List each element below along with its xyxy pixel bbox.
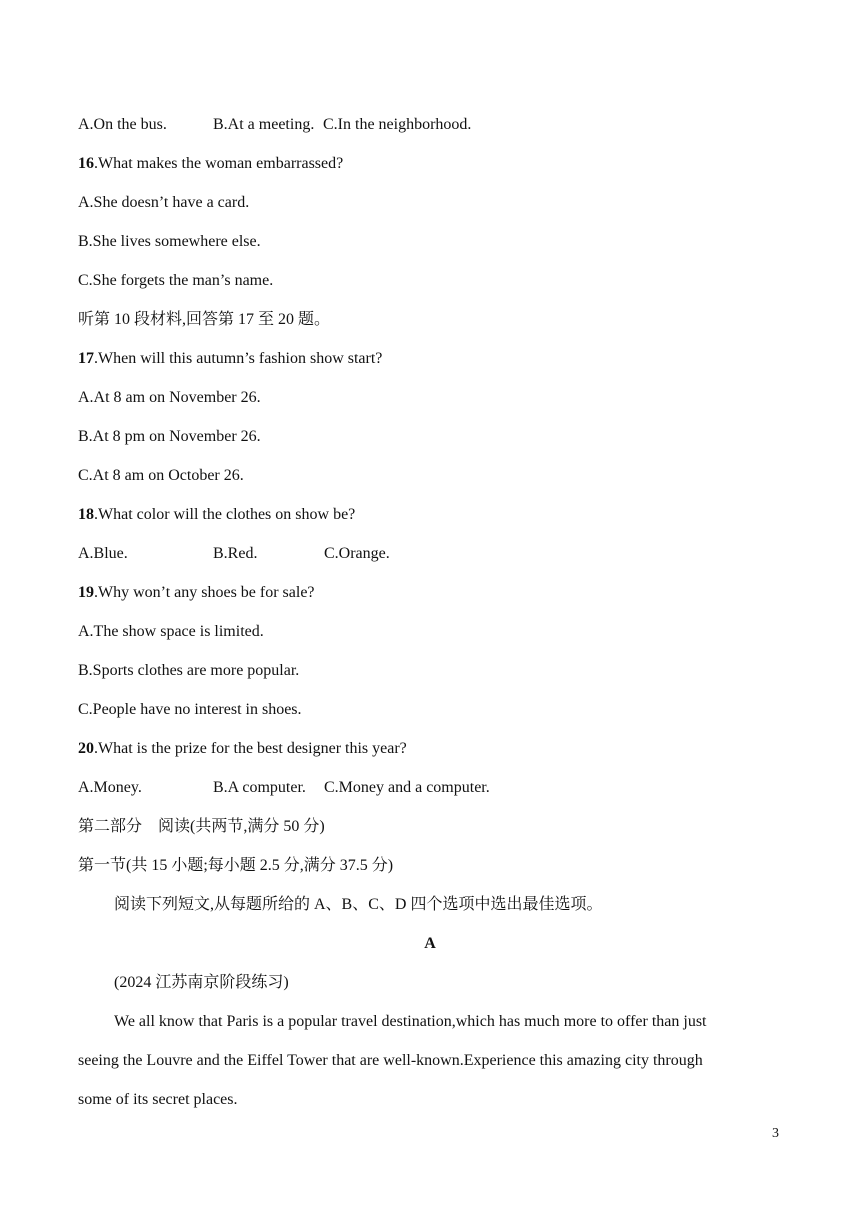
q18-option-a: A.Blue.: [78, 545, 128, 562]
q15-option-b: B.At a meeting.: [213, 116, 315, 133]
q17-option-b: B.At 8 pm on November 26.: [78, 428, 261, 445]
q19-number: 19: [78, 584, 94, 601]
section-10-instruction: 听第 10 段材料,回答第 17 至 20 题。: [78, 311, 331, 328]
q19-text: .Why won’t any shoes be for sale?: [94, 584, 315, 601]
q20-question: [78, 738, 407, 760]
q20-option-b: B.A computer.: [213, 779, 306, 796]
q16-option-a: A.She doesn’t have a card.: [78, 194, 250, 211]
page-number: 3: [772, 1126, 779, 1141]
q17-question: [78, 348, 382, 370]
q16-text: .What makes the woman embarrassed?: [94, 155, 344, 172]
q17-number: 17: [78, 350, 94, 367]
q15-option-a: A.On the bus.: [78, 116, 167, 133]
passage-label: A: [424, 935, 436, 952]
q20-number: 20: [78, 740, 94, 757]
q19-option-a: A.The show space is limited.: [78, 623, 264, 640]
passage-line-1: We all know that Paris is a popular travel destination,which has much more to offer than just: [114, 1013, 707, 1030]
passage-source: (2024 江苏南京阶段练习): [114, 974, 289, 991]
q17-option-a: A.At 8 am on November 26.: [78, 389, 261, 406]
q17-option-c: C.At 8 am on October 26.: [78, 467, 244, 484]
q16-option-b: B.She lives somewhere else.: [78, 233, 261, 250]
q18-number: 18: [78, 506, 94, 523]
q18-option-b: B.Red.: [213, 545, 258, 562]
q15-option-c: C.In the neighborhood.: [323, 116, 472, 133]
passage-line-3: some of its secret places.: [78, 1091, 238, 1108]
passage-line-2: seeing the Louvre and the Eiffel Tower that are well-known.Experience this amazing city through: [78, 1052, 703, 1069]
q17-text: .When will this autumn’s fashion show start?: [94, 350, 383, 367]
q18-option-c: C.Orange.: [324, 545, 390, 562]
q20-option-c: C.Money and a computer.: [324, 779, 490, 796]
q19-option-b: B.Sports clothes are more popular.: [78, 662, 300, 679]
section-1-heading: 第一节(共 15 小题;每小题 2.5 分,满分 37.5 分): [78, 857, 394, 874]
q18-text: .What color will the clothes on show be?: [94, 506, 356, 523]
q16-option-c: C.She forgets the man’s name.: [78, 272, 274, 289]
q20-text: .What is the prize for the best designer this year?: [94, 740, 407, 757]
q19-option-c: C.People have no interest in shoes.: [78, 701, 302, 718]
q18-question: [78, 504, 355, 526]
q16-question: [78, 153, 343, 175]
q19-question: [78, 582, 315, 604]
q20-option-a: A.Money.: [78, 779, 142, 796]
reading-instruction: 阅读下列短文,从每题所给的 A、B、C、D 四个选项中选出最佳选项。: [114, 896, 603, 913]
q16-number: 16: [78, 155, 94, 172]
part-2-heading: 第二部分 阅读(共两节,满分 50 分): [78, 818, 325, 835]
